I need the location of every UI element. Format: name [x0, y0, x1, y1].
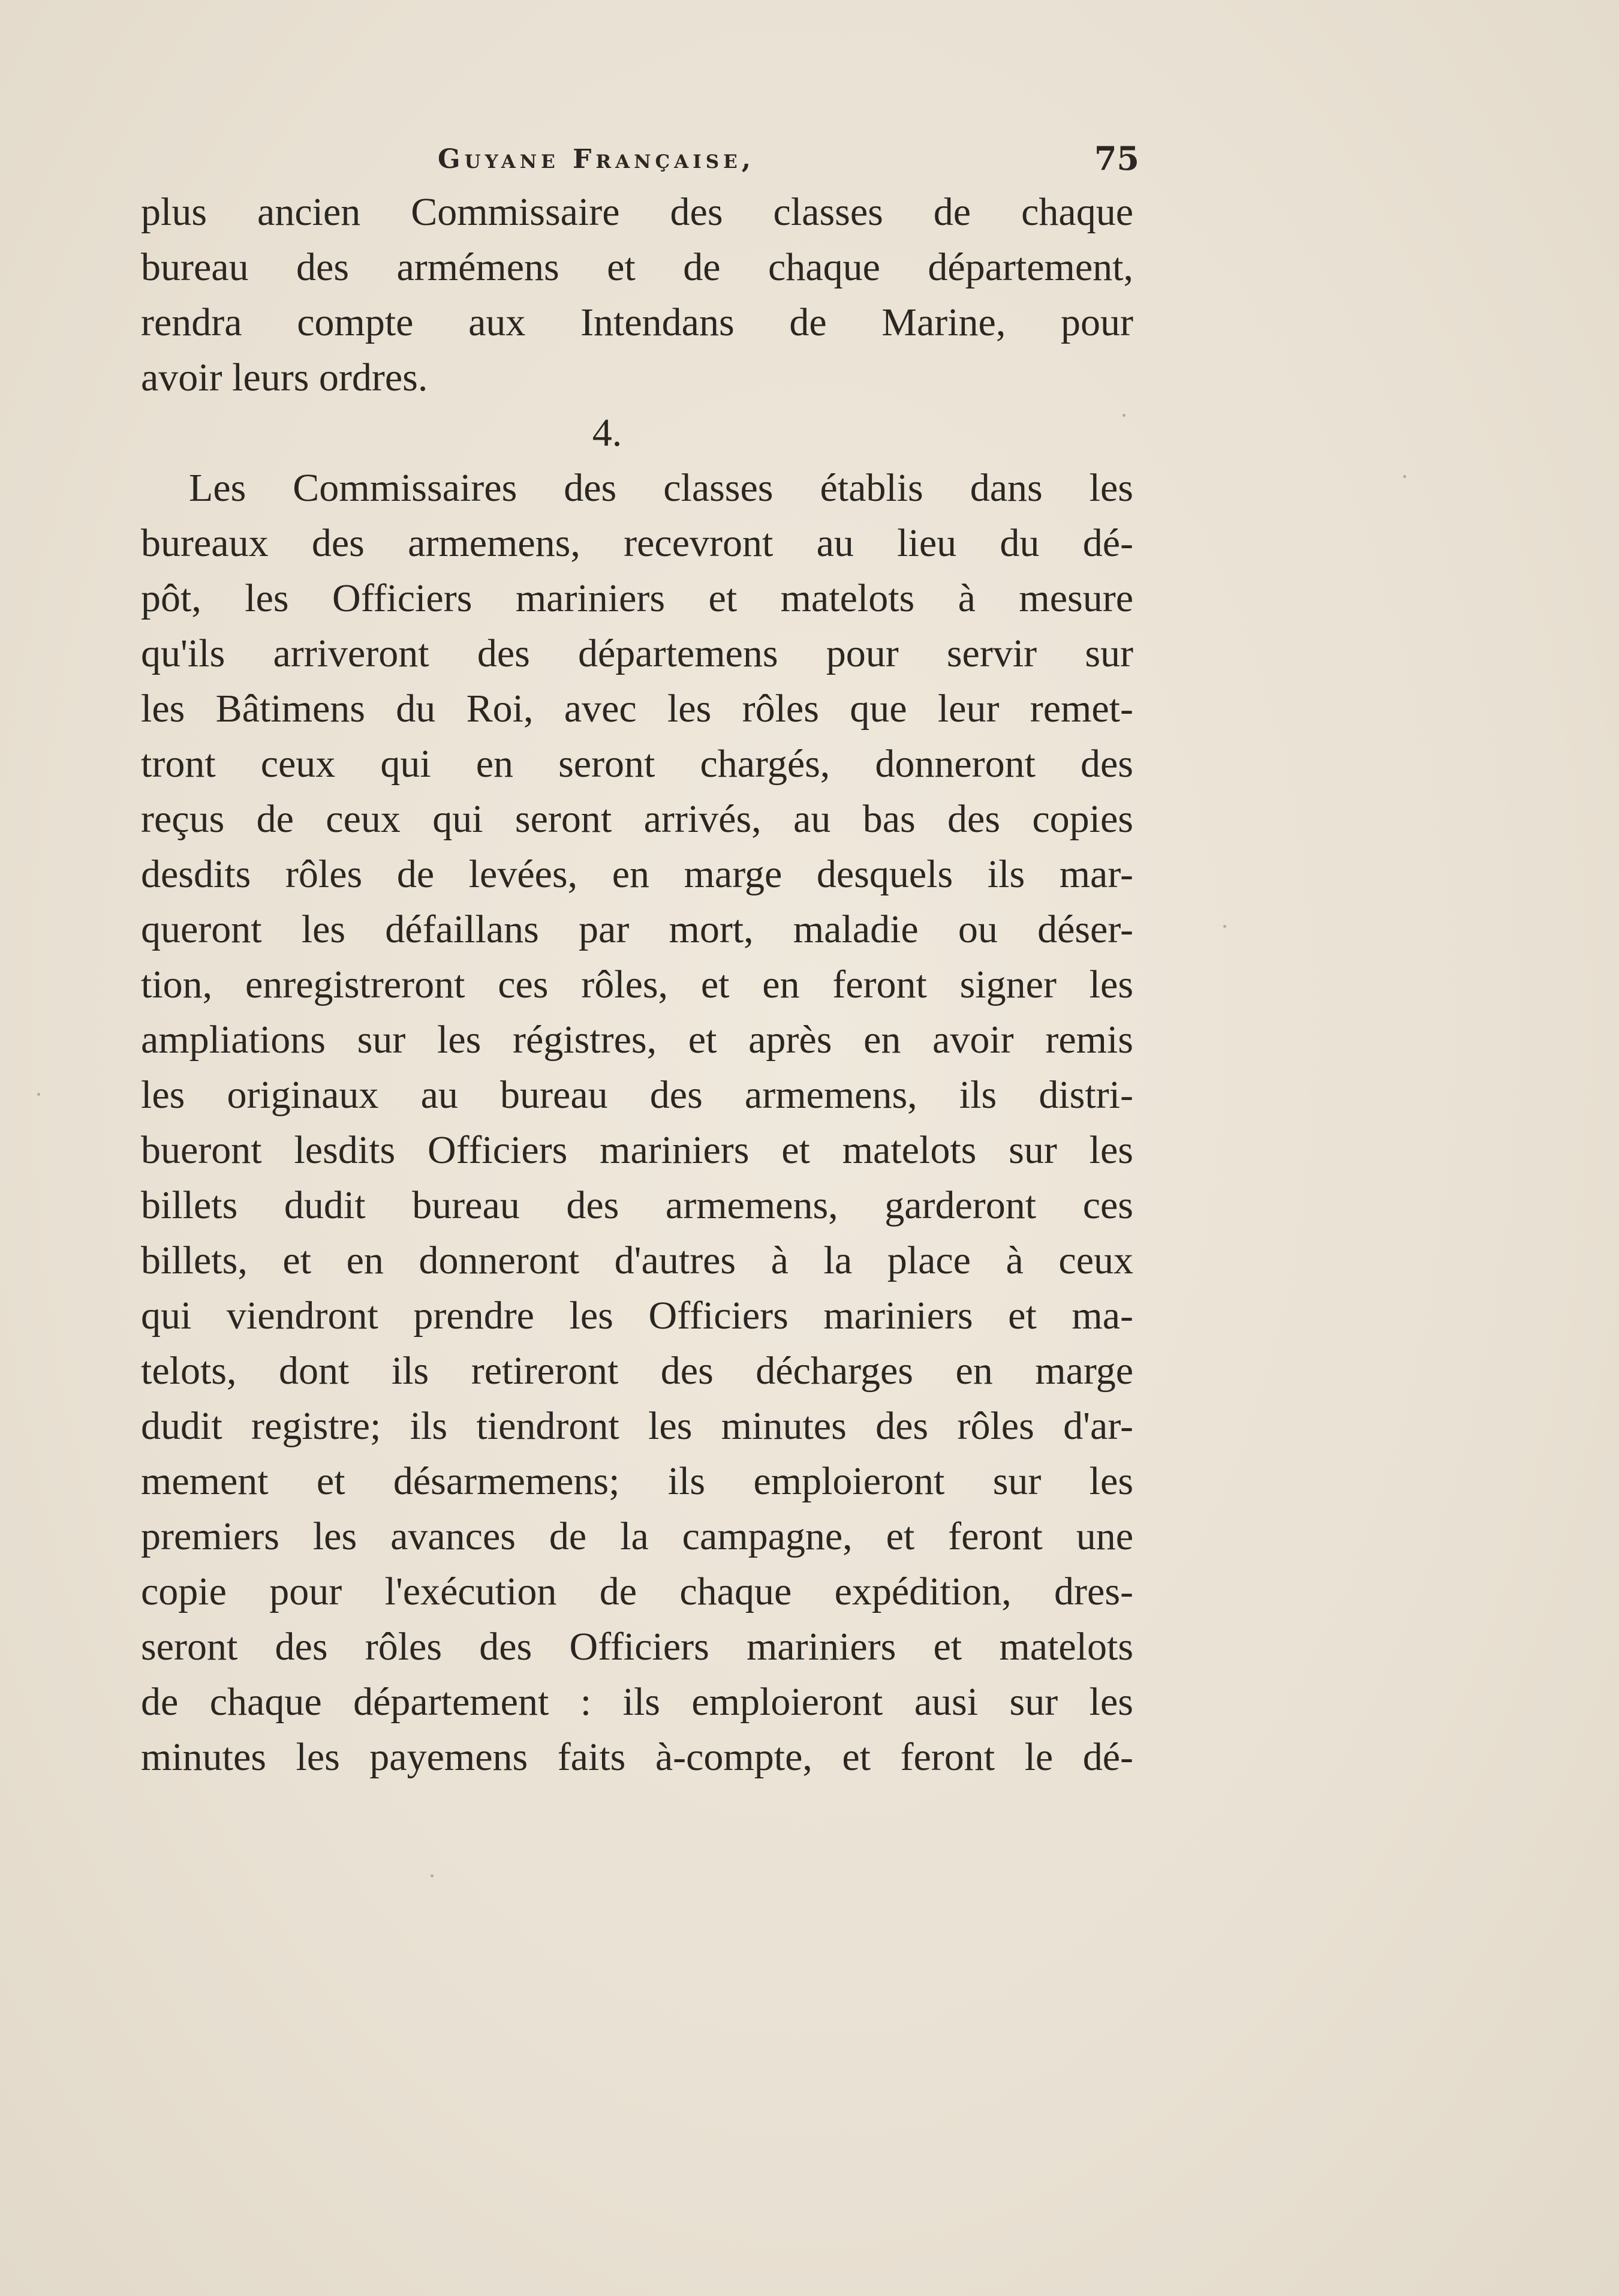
- text-line: desdits rôles de levées, en marge desquels ils mar-: [141, 852, 1133, 896]
- paper-speck: [37, 1093, 40, 1096]
- text-line: pôt, les Officiers mariniers et matelots à mesure: [141, 576, 1133, 620]
- text-line: copie pour l'exécution de chaque expédition, dres-: [141, 1570, 1133, 1613]
- text-line: avoir leurs ordres.: [141, 356, 428, 399]
- text-line: billets dudit bureau des armemens, garderont ces: [141, 1183, 1133, 1227]
- text-line: tront ceux qui en seront chargés, donneront des: [141, 742, 1133, 786]
- running-title: Guyane Française,: [438, 144, 756, 175]
- text-line: Les Commissaires des classes établis dans les: [189, 466, 1133, 510]
- text-line: de chaque département : ils emploieront ausi sur les: [141, 1680, 1133, 1724]
- text-line: bureau des armémens et de chaque département,: [141, 245, 1133, 289]
- page-number: 75: [1094, 139, 1139, 178]
- text-line: billets, et en donneront d'autres à la place à ceux: [141, 1239, 1133, 1282]
- text-line: les originaux au bureau des armemens, ils distri-: [141, 1073, 1133, 1117]
- section-number: 4.: [592, 411, 622, 455]
- running-head: [138, 139, 1139, 187]
- text-line: telots, dont ils retireront des décharges en marge: [141, 1349, 1133, 1393]
- paper-speck: [1403, 475, 1406, 478]
- text-line: ampliations sur les régistres, et après en avoir remis: [141, 1018, 1133, 1062]
- text-line: plus ancien Commissaire des classes de chaque: [141, 190, 1133, 234]
- text-line: dudit registre; ils tiendront les minutes des rôles d'ar-: [141, 1404, 1133, 1448]
- text-line: seront des rôles des Officiers mariniers et matelots: [141, 1625, 1133, 1669]
- text-line: rendra compte aux Intendans de Marine, pour: [141, 300, 1133, 344]
- text-line: minutes les payemens faits à-compte, et feront le dé-: [141, 1735, 1133, 1779]
- text-line: bureaux des armemens, recevront au lieu du dé-: [141, 521, 1133, 565]
- paper-speck: [1223, 925, 1226, 928]
- text-line: premiers les avances de la campagne, et feront une: [141, 1514, 1133, 1558]
- body-text: [141, 185, 1133, 1785]
- text-line: reçus de ceux qui seront arrivés, au bas des copies: [141, 797, 1133, 841]
- text-line: queront les défaillans par mort, maladie ou déser-: [141, 907, 1133, 951]
- text-line: tion, enregistreront ces rôles, et en feront signer les: [141, 963, 1133, 1006]
- text-line: bueront lesdits Officiers mariniers et matelots sur les: [141, 1128, 1133, 1172]
- text-line: qu'ils arriveront des départemens pour servir sur: [141, 632, 1133, 675]
- paper-speck: [431, 1874, 434, 1877]
- text-line: qui viendront prendre les Officiers mariniers et ma-: [141, 1294, 1133, 1338]
- text-line: mement et désarmemens; ils emploieront sur les: [141, 1459, 1133, 1503]
- text-line: les Bâtimens du Roi, avec les rôles que leur remet-: [141, 687, 1133, 731]
